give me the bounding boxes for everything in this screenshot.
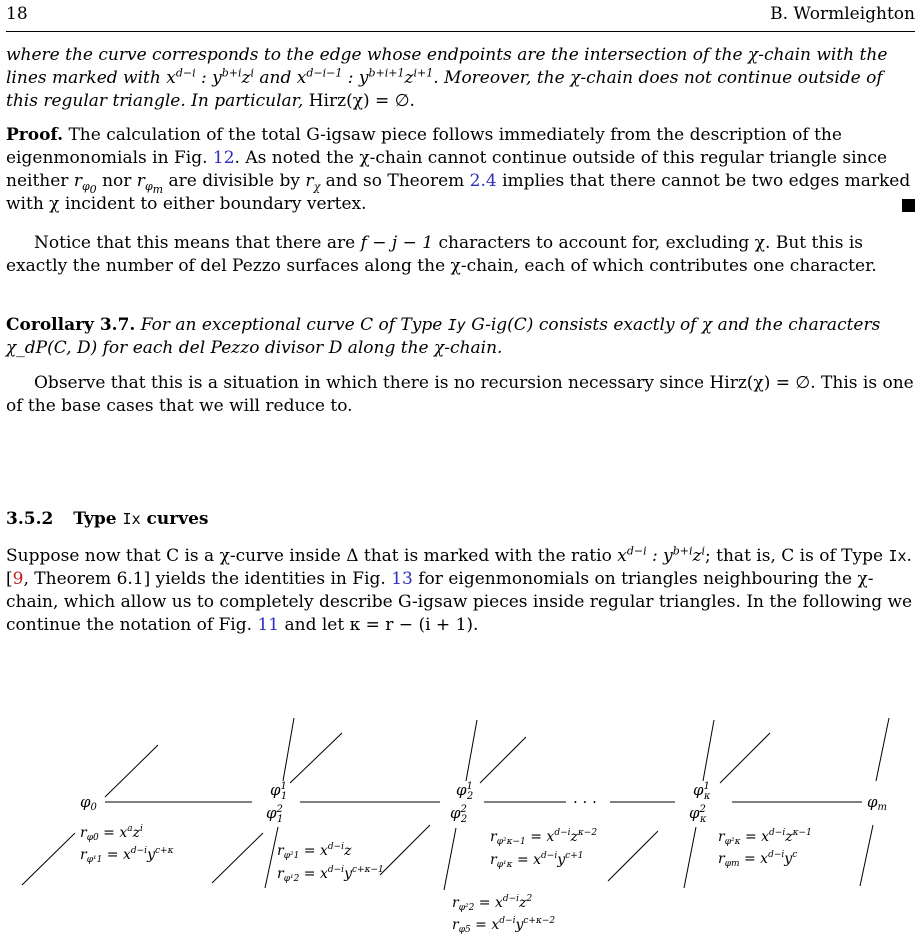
node-phim: $\varphi_m$: [867, 793, 887, 813]
label-r-phik-1: $r_{\varphi^1\kappa} = x^{d-i}y^{c+1}$: [490, 851, 584, 870]
running-author: B. Wormleighton: [770, 4, 915, 24]
fig-12-link[interactable]: 12: [212, 148, 235, 168]
label-r-phi11: $r_{\varphi^11} = x^{d-i}y^{c+\kappa}$: [80, 846, 174, 865]
header-rule: [6, 31, 915, 32]
page-number: 18: [6, 4, 28, 24]
page-header: [6, 4, 915, 32]
figure-nodes: [80, 781, 887, 825]
diag-6: [480, 737, 526, 783]
label-r-phi22: $r_{\varphi^22} = x^{d-i}z^2$: [452, 894, 533, 913]
node-phi2-1: $\varphi^1$ 2: [456, 781, 474, 802]
label-r-phim: $r_{\varphi m} = x^{d-i}y^c$: [718, 850, 798, 869]
vert-7: [876, 718, 889, 781]
diag-5: [380, 825, 430, 875]
section-heading: 3.5.2 Type Ix curves: [6, 509, 209, 529]
node-phi0: $\varphi_0$: [80, 793, 97, 813]
node-phik-1: $\varphi^1$ κ: [693, 781, 711, 802]
label-r-phik2: $r_{\varphi^2\kappa} = x^{d-i}z^{\kappa-1}$: [718, 828, 812, 847]
r-phim: $r_{\varphi_m}$: [136, 171, 164, 197]
diag-4: [290, 733, 342, 783]
label-r-phi5: $r_{\varphi 5} = x^{d-i}y^{c+\kappa-2}$: [452, 916, 556, 935]
label-r-phi12: $r_{\varphi^21} = x^{d-i}z$: [277, 842, 352, 861]
node-phi1-1: $\varphi^1$ 1: [270, 781, 288, 802]
node-phik-2: $\varphi^2$ κ: [689, 804, 707, 825]
vert-1: [283, 718, 294, 781]
vert-4: [444, 828, 456, 890]
vert-5: [703, 720, 714, 781]
fig-11-link[interactable]: 11: [257, 615, 280, 635]
label-r-phi21: $r_{\varphi^12} = x^{d-i}y^{c+\kappa-1}$: [277, 865, 384, 884]
diag-1: [105, 745, 158, 797]
diag-3: [212, 833, 263, 883]
suppose-paragraph: Suppose now that C is a χ-curve inside Δ that is marked with the ratio $x^{d-i}$ : $y^{b+i}z^i$; that is, C is of Type Ix. [9, Theorem 6.1] yields the identities in Fig. 13 for eigenmonomials on triangles neighbouring the χ-chain, which allow us to completely describe G-igsaw pieces inside regular triangles. In the following we continue the notation of Fig. 11 and let κ = r − (i + 1).: [6, 544, 913, 635]
corollary-3-7: Corollary 3.7. For an exceptional curve C of Type Iy G-ig(C) consists exactly of χ and the characters χ_dP(C, D) for each del Pezzo divisor D along the χ-chain.: [6, 315, 881, 358]
ratio-ix: $x^{d-i}$ : $y^{b+i}z^i$: [617, 544, 706, 566]
notice-paragraph: Notice that this means that there are f − j − 1 characters to account for, excluding χ. But this is exactly the number of del Pezzo surfaces along the χ-chain, each of which contributes one character.: [6, 233, 877, 276]
node-dots: · · ·: [573, 793, 597, 811]
proof-label: Proof.: [6, 125, 64, 145]
corollary-label: Corollary 3.7.: [6, 315, 136, 335]
node-phi1-2: $\varphi^2$ 1: [266, 804, 284, 825]
lemma-continuation: where the curve corresponds to the edge whose endpoints are the intersection of the χ-chain with the lines marked with $x^{d-i}$ : $y^{b+i}z^i$ and $x^{d-i-1}$ : $y^{b+i+1}z^{i+1}$. Moreover, the χ-chain does not continue outside of this regular triangle. In particular, Hirz(χ) = ∅.: [6, 45, 888, 111]
monomial-ratio-2: $x^{d-i-1}$ : $y^{b+i+1}z^{i+1}$: [296, 66, 434, 88]
observe-paragraph: Observe that this is a situation in which there is no recursion necessary since Hirz(χ) = ∅. This is one of the base cases that we will reduce to.: [6, 373, 914, 416]
r-phi0: $r_{\varphi_0}$: [73, 171, 97, 197]
diag-8: [720, 733, 770, 783]
vert-3: [466, 720, 477, 781]
monomial-ratio-1: $x^{d-i}$ : $y^{b+i}z^i$: [166, 66, 255, 88]
proof-paragraph: Proof. The calculation of the total G-igsaw piece follows immediately from the description of the eigenmonomials in Fig. 12. As noted the χ-chain cannot continue outside of this regular triangle since neither $r_{\varphi_0}$ nor $r_{\varphi_m}$ are divisible by $r_\chi$ and so Theorem 2.4 implies that there cannot be two edges marked with χ incident to either boundary vertex.: [6, 124, 915, 216]
r-chi: $r_\chi$: [305, 171, 321, 194]
chi-chain-figure: [0, 655, 921, 938]
qed-square-icon: [902, 199, 915, 212]
vert-6: [684, 827, 696, 888]
fig-13-link[interactable]: 13: [391, 569, 413, 589]
diag-7: [608, 831, 658, 881]
node-phi2-2: $\varphi^2$ 2: [450, 804, 468, 825]
label-r-phik1-2: $r_{\varphi^2\kappa-1} = x^{d-i}z^{\kappa-2}$: [490, 828, 598, 847]
diag-2: [22, 833, 75, 885]
theorem-2-4-link[interactable]: 2.4: [469, 171, 497, 191]
label-r-phi0: $r_{\varphi 0} = x^az^i$: [80, 824, 143, 843]
vert-8: [860, 825, 873, 886]
citation-9-link[interactable]: 9: [12, 569, 24, 589]
